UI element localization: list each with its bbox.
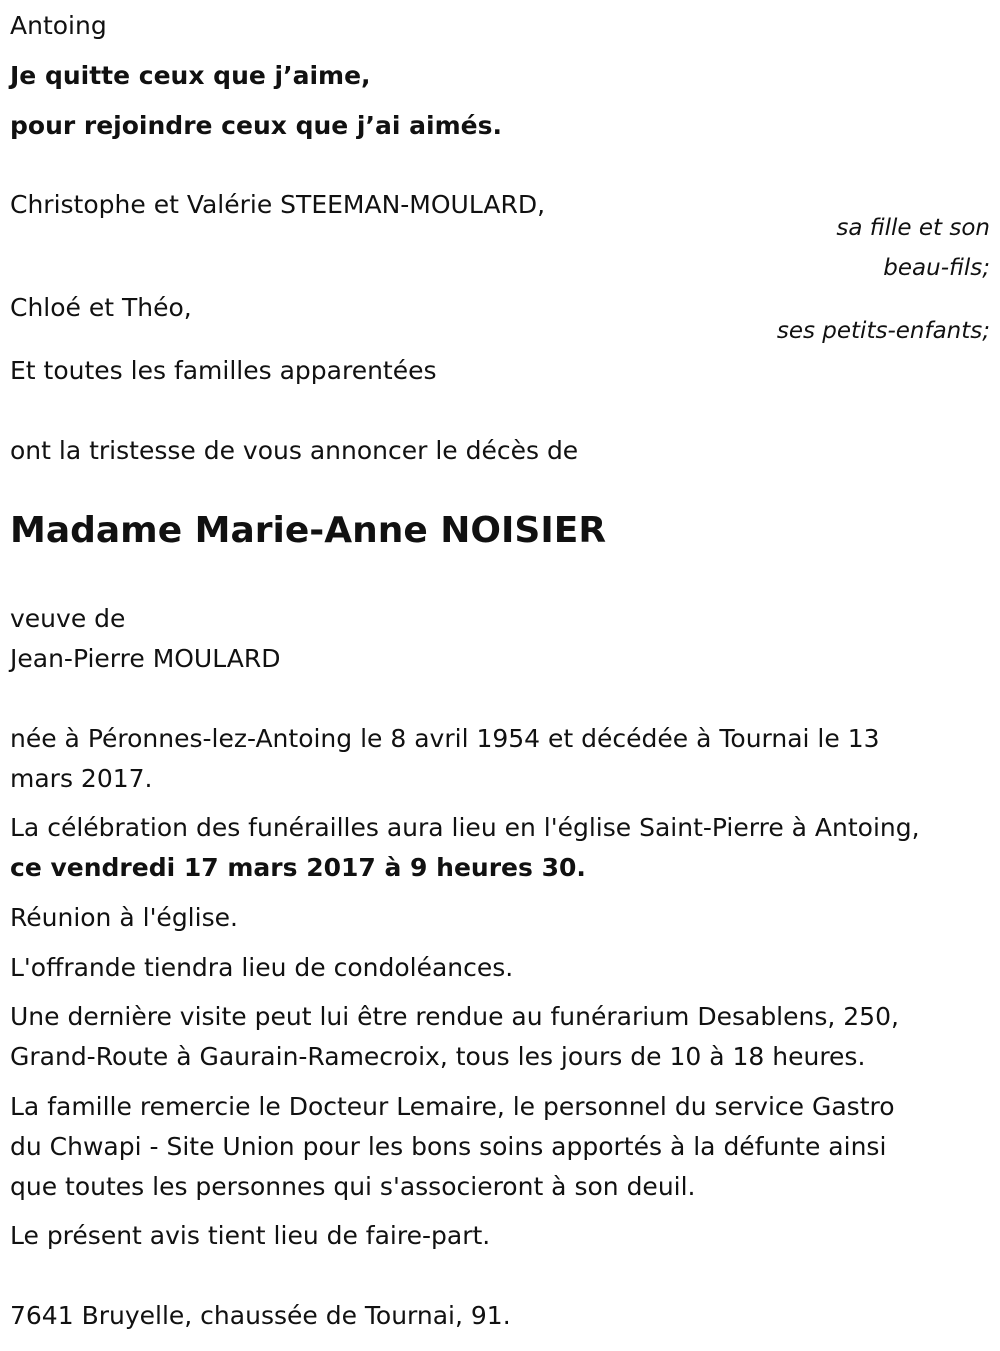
- meeting-text: Réunion à l'église.: [10, 903, 238, 932]
- visit-line-1: Une dernière visite peut lui être rendue au funérarium Desablens, 250,: [10, 1002, 899, 1031]
- widow-of-label: veuve de: [10, 604, 126, 633]
- family-daughter: Christophe et Valérie STEEMAN-MOULARD,: [10, 190, 546, 219]
- thanks-line-1: La famille remercie le Docteur Lemaire, le personnel du service Gastro: [10, 1092, 895, 1121]
- quote-line-1: Je quitte ceux que j’aime,: [10, 61, 371, 90]
- address-text: 7641 Bruyelle, chaussée de Tournai, 91.: [10, 1301, 511, 1330]
- thanks-line-3: que toutes les personnes qui s'associeront à son deuil.: [10, 1172, 696, 1201]
- quote-line-2: pour rejoindre ceux que j’ai aimés.: [10, 111, 502, 140]
- notice-text: Le présent avis tient lieu de faire-part.: [10, 1221, 491, 1250]
- location-label: Antoing: [10, 11, 107, 40]
- deceased-name: Madame Marie-Anne NOISIER: [10, 510, 607, 551]
- visit-line-2: Grand-Route à Gaurain-Ramecroix, tous les jours de 10 à 18 heures.: [10, 1042, 866, 1071]
- spouse-name: Jean-Pierre MOULARD: [10, 644, 281, 673]
- ceremony-line-1: La célébration des funérailles aura lieu en l'église Saint-Pierre à Antoing,: [10, 813, 920, 842]
- family-daughter-role-1: sa fille et son: [836, 215, 990, 241]
- offering-text: L'offrande tiendra lieu de condoléances.: [10, 953, 514, 982]
- ceremony-line-2: ce vendredi 17 mars 2017 à 9 heures 30.: [10, 853, 586, 882]
- family-grandchildren-role: ses petits-enfants;: [776, 318, 990, 344]
- birth-death-line-2: mars 2017.: [10, 764, 153, 793]
- family-daughter-role-2: beau-fils;: [883, 255, 990, 281]
- birth-death-line-1: née à Péronnes-lez-Antoing le 8 avril 1954 et décédée à Tournai le 13: [10, 724, 880, 753]
- thanks-line-2: du Chwapi - Site Union pour les bons soins apportés à la défunte ainsi: [10, 1132, 887, 1161]
- family-grandchildren: Chloé et Théo,: [10, 293, 192, 322]
- family-relatives: Et toutes les familles apparentées: [10, 356, 437, 385]
- announcement-text: ont la tristesse de vous annoncer le décès de: [10, 436, 579, 465]
